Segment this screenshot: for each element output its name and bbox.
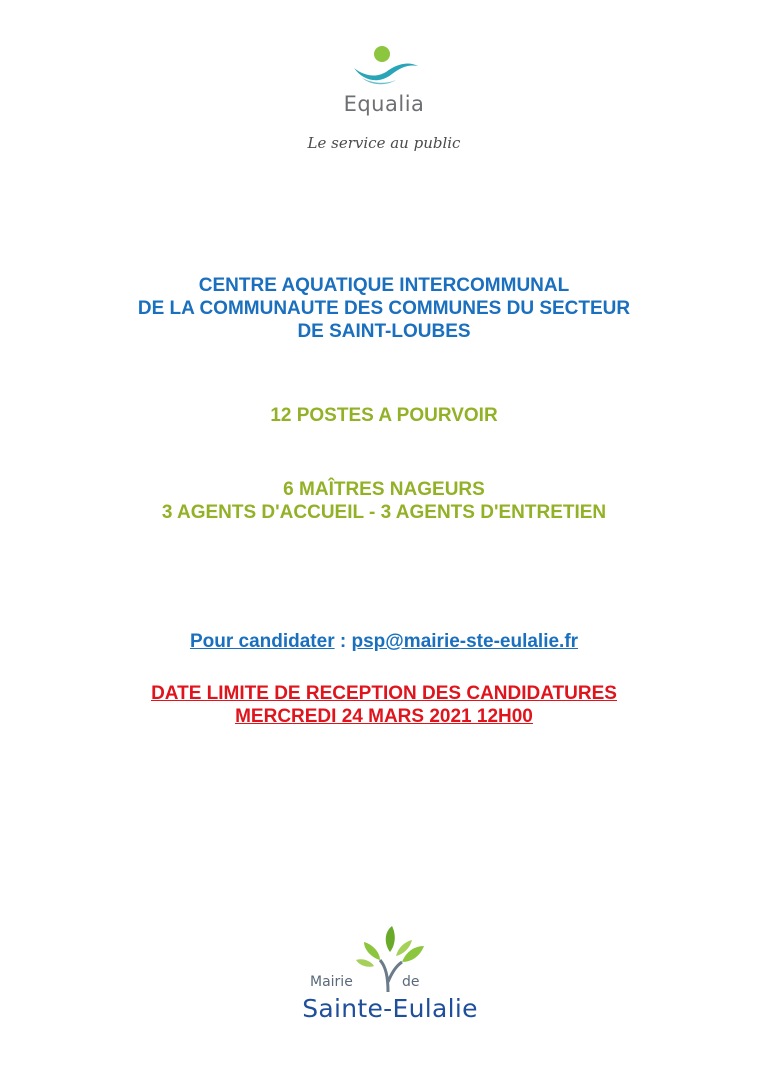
mairie-logo	[270, 922, 510, 1032]
application-contact	[0, 630, 768, 653]
positions-headline	[0, 404, 768, 427]
positions-line-1: 6 MAÎTRES NAGEURS	[283, 479, 485, 500]
town-name: Sainte-Eulalie	[302, 994, 478, 1023]
mairie-label: Mairie	[310, 974, 353, 990]
deadline-line-1: DATE LIMITE DE RECEPTION DES CANDIDATURES	[151, 683, 617, 704]
deadline	[0, 682, 768, 728]
application-row	[0, 630, 768, 653]
application-label: Pour candidater	[189, 631, 335, 652]
brand-tagline: Le service au public	[307, 134, 461, 152]
equalia-logo	[284, 44, 484, 164]
application-separator: :	[339, 631, 347, 652]
page-title	[0, 274, 768, 343]
application-email-link[interactable]: psp@mairie-ste-eulalie.fr	[351, 631, 579, 652]
title-line-1: CENTRE AQUATIQUE INTERCOMMUNAL	[198, 275, 570, 296]
positions-line-2: 3 AGENTS D'ACCUEIL - 3 AGENTS D'ENTRETIEN	[161, 502, 607, 523]
positions-count: 12 POSTES A POURVOIR	[270, 405, 498, 426]
deadline-line-2: MERCREDI 24 MARS 2021 12H00	[235, 706, 533, 727]
title-line-2: DE LA COMMUNAUTE DES COMMUNES DU SECTEUR	[137, 298, 631, 319]
brand-name: Equalia	[343, 92, 425, 116]
title-line-3: DE SAINT-LOUBES	[297, 321, 471, 342]
equalia-logo-icon	[344, 44, 424, 90]
de-label: de	[402, 974, 420, 990]
positions-detail	[0, 478, 768, 524]
